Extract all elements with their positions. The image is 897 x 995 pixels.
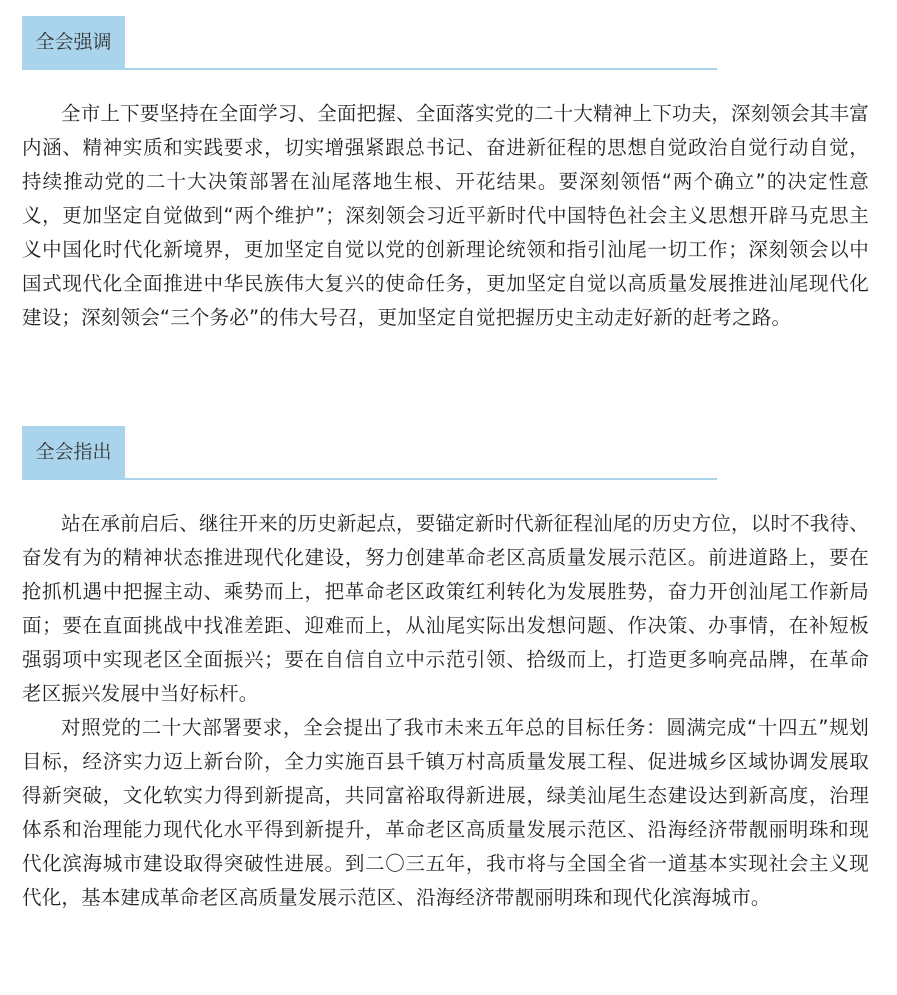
section-tag: 全会强调 (22, 16, 125, 68)
section-body (22, 507, 869, 915)
section-divider (22, 68, 717, 70)
section-points (22, 426, 869, 915)
section-divider (22, 478, 717, 480)
section-emphasis (22, 16, 869, 335)
section-header (22, 16, 869, 68)
section-tag: 全会指出 (22, 426, 125, 478)
section-header (22, 426, 869, 478)
paragraph: 全市上下要坚持在全面学习、全面把握、全面落实党的二十大精神上下功夫，深刻领会其丰富内涵、精神实质和实践要求，切实增强紧跟总书记、奋进新征程的思想自觉政治自觉行动自觉，持续推动党的二十大决策部署在汕尾落地生根、开花结果。要深刻领悟“两个确立”的决定性意义，更加坚定自觉做到“两个维护”；深刻领会习近平新时代中国特色社会主义思想开辟马克思主义中国化时代化新境界，更加坚定自觉以党的创新理论统领和指引汕尾一切工作；深刻领会以中国式现代化全面推进中华民族伟大复兴的使命任务，更加坚定自觉以高质量发展推进汕尾现代化建设；深刻领会“三个务必”的伟大号召，更加坚定自觉把握历史主动走好新的赶考之路。 (22, 102, 869, 329)
paragraph: 站在承前启后、继往开来的历史新起点，要锚定新时代新征程汕尾的历史方位，以时不我待、奋发有为的精神状态推进现代化建设，努力创建革命老区高质量发展示范区。前进道路上，要在抢抓机遇中把握主动、乘势而上，把革命老区政策红利转化为发展胜势，奋力开创汕尾工作新局面；要在直面挑战中找准差距、迎难而上，从汕尾实际出发想问题、作决策、办事情，在补短板强弱项中实现老区全面振兴；要在自信自立中示范引领、拾级而上，打造更多响亮品牌，在革命老区振兴发展中当好标杆。 (22, 512, 869, 705)
section-body (22, 97, 869, 335)
paragraph: 对照党的二十大部署要求，全会提出了我市未来五年总的目标任务：圆满完成“十四五”规划目标，经济实力迈上新台阶，全力实施百县千镇万村高质量发展工程、促进城乡区域协调发展取得新突破，文化软实力得到新提高，共同富裕取得新进展，绿美汕尾生态建设达到新高度，治理体系和治理能力现代化水平得到新提升，革命老区高质量发展示范区、沿海经济带靓丽明珠和现代化滨海城市建设取得突破性进展。到二〇三五年，我市将与全国全省一道基本实现社会主义现代化，基本建成革命老区高质量发展示范区、沿海经济带靓丽明珠和现代化滨海城市。 (22, 716, 869, 909)
